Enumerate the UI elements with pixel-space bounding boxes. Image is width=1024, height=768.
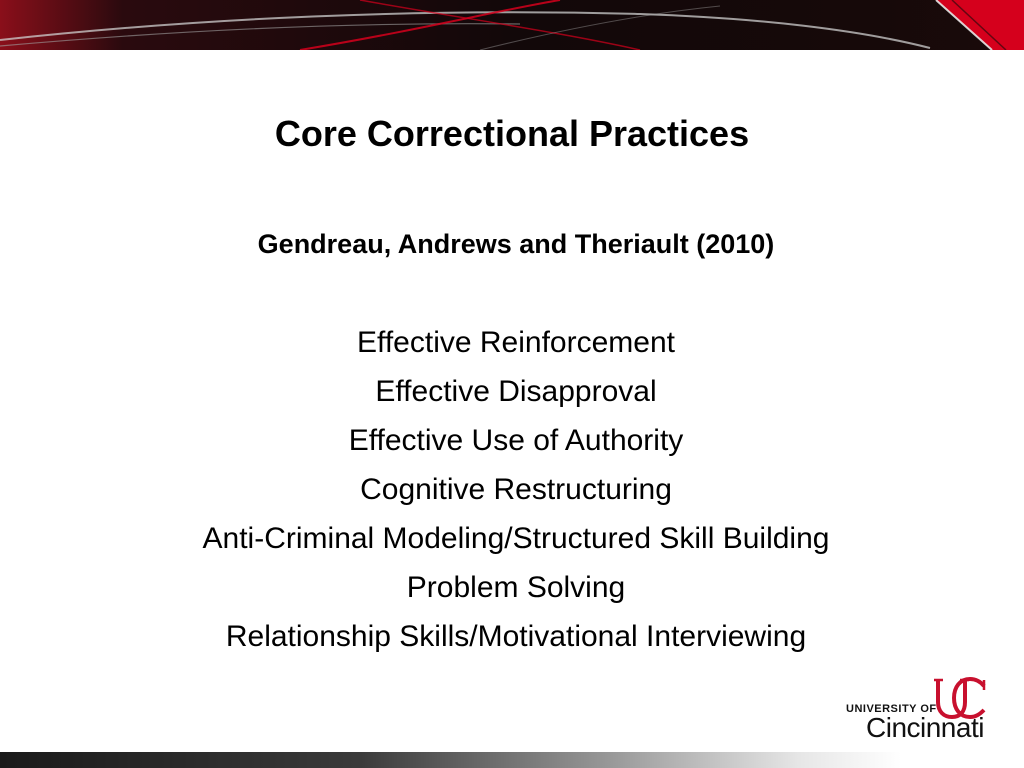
footer-bar xyxy=(0,752,1024,768)
practices-list xyxy=(0,318,1024,661)
logo-university-of: UNIVERSITY OF xyxy=(846,703,937,715)
slide-subtitle: Gendreau, Andrews and Theriault (2010) xyxy=(257,229,775,259)
university-logo xyxy=(846,676,996,746)
header-banner xyxy=(0,0,1024,50)
practice-item: Relationship Skills/Motivational Interviewing xyxy=(225,620,807,653)
practice-item: Cognitive Restructuring xyxy=(360,473,672,506)
logo-cincinnati: Cincinnati xyxy=(866,712,984,743)
practice-item: Anti-Criminal Modeling/Structured Skill Building xyxy=(202,522,830,555)
practice-item: Problem Solving xyxy=(406,571,626,604)
practice-item: Effective Use of Authority xyxy=(348,424,684,457)
slide-title: Core Correctional Practices xyxy=(274,113,750,154)
practice-item: Effective Reinforcement xyxy=(357,326,675,359)
practice-item: Effective Disapproval xyxy=(375,375,657,408)
